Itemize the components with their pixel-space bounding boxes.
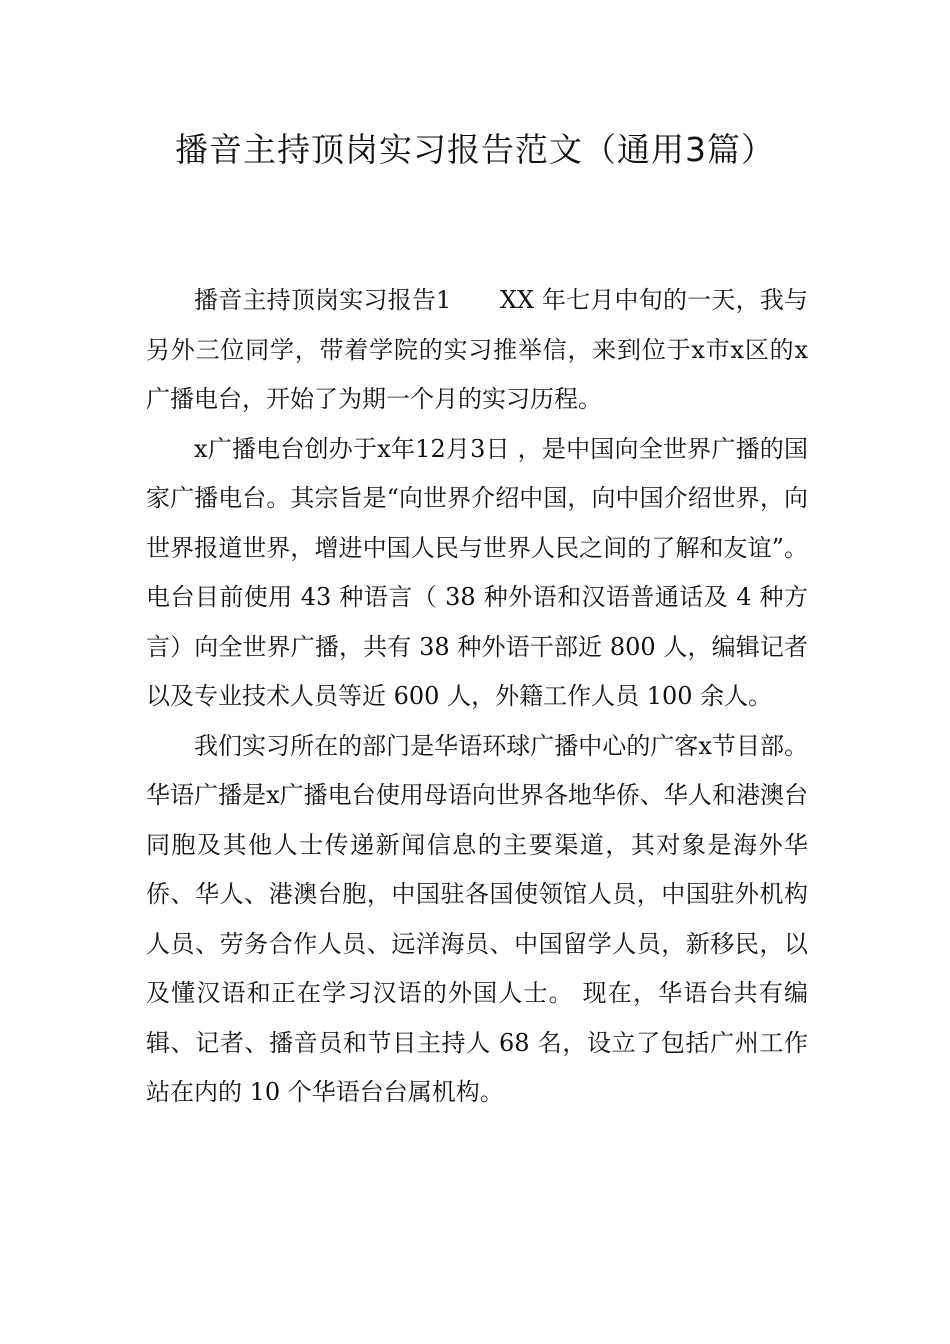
document-body — [146, 276, 808, 1118]
paragraph-internship-intro: 播音主持顶岗实习报告1 XX 年七月中旬的一天，我与另外三位同学，带着学院的实习推举信，来到位于x市x区的x广播电台，开始了为期一个月的实习历程。 — [146, 286, 808, 413]
paragraph-department-description: 我们实习所在的部门是华语环球广播中心的广客x节目部。 华语广播是x广播电台使用母语向世界各地华侨、华人和港澳台同胞及其他人士传递新闻信息的主要渠道，其对象是海外华侨、华人、港澳台胞，中国驻各国使领馆人员，中国驻外机构人员、劳务合作人员、远洋海员、中国留学人员，新移民，以及懂汉语和正在学习汉语的外国人士。 现在，华语台共有编辑、记者、播音员和节目主持人 68 名，设立了包括广州工作站在内的 10 个华语台台属机构。 — [146, 731, 808, 1106]
document-title: 播音主持顶岗实习报告范文（通用3篇） — [175, 130, 775, 169]
paragraph-station-overview: x广播电台创办于x年12月3日 ，是中国向全世界广播的国家广播电台。其宗旨是“向世界介绍中国，向中国介绍世界，向世界报道世界，增进中国人民与世界人民之间的了解和友谊”。电台目前使用 43 种语言（ 38 种外语和汉语普通话及 4 种方言）向全世界广播，共有 38 种外语干部近 800 人，编辑记者以及专业技术人员等近 600 人，外籍工作人员 100 余人。 — [146, 434, 808, 710]
